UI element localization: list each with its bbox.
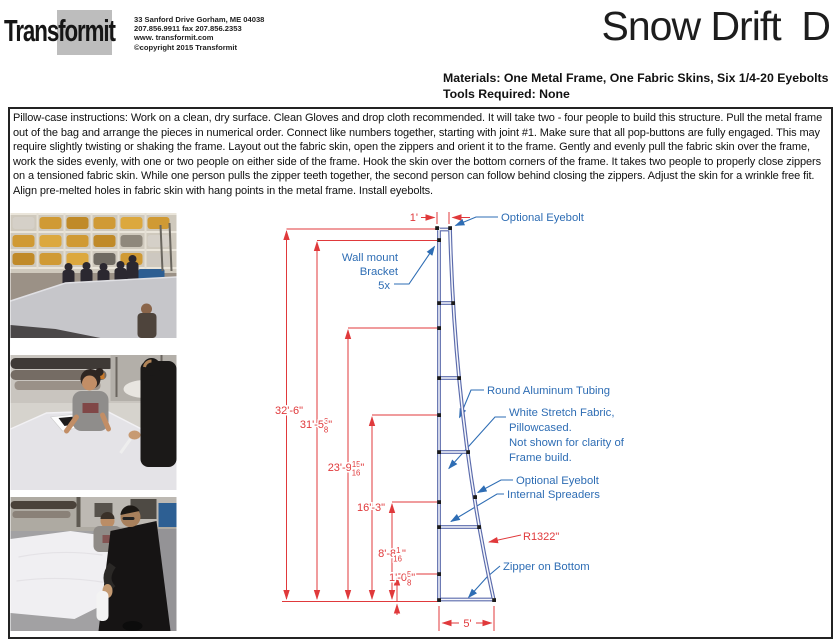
label-fabric-2: Pillowcased. xyxy=(509,422,572,434)
label-radius: R1322" xyxy=(523,531,560,543)
company-logo: Transformit xyxy=(4,13,115,48)
label-zipper: Zipper on Bottom xyxy=(503,561,590,573)
label-internal-spreaders: Internal Spreaders xyxy=(507,489,600,501)
dim-bottom-width: 5' xyxy=(463,618,472,630)
label-wall-mount-3: 5x xyxy=(378,280,390,292)
dim-bracket-4: $23'-9^{15}$ 16" xyxy=(327,460,365,478)
assembly-instructions-text: Pillow-case instructions: Work on a clean, dry surface. Clean Gloves and drop cloth recommended. It will take two - four people to build this structure. Pull the metal frame out of the bag and arrange the pieces in numerical order. Connect like numbers together, starting with joint #1. Make sure that all pop-buttons are fully engaged. This may require slightly twisting or shaking the frame. Layout out the fabric skin, open the zippers and orient it to the frame. Gently and evenly pull the fabric skin over the frame, work the sides evenly, with one or two people on either side of the frame. Hook the skin over the bottom corners of the frame. It takes two people to properly close zippers on a tensioned fabric skin. While one person pulls the zipper teeth together, the second person can follow behind closing the zippers. Adjust the skin for a wrinkle free fit. Align pre-melted holes in fabric skin with hang points in the metal frame. Install eyebolts. xyxy=(13,112,823,197)
aluminum-frame xyxy=(437,228,494,601)
address-line: 33 Sanford Drive Gorham, ME 04038 xyxy=(134,15,265,24)
page-title: Snow Drift D xyxy=(601,3,830,49)
company-address-block xyxy=(134,15,264,52)
phone-line: 207.856.9911 fax 207.856.2353 xyxy=(134,24,242,34)
photo-skin-adjustment xyxy=(10,497,177,631)
label-round-tubing: Round Aluminum Tubing xyxy=(487,385,611,397)
photo-warehouse-fabric-layout xyxy=(10,213,177,338)
label-wall-mount-1: Wall mount xyxy=(341,252,398,264)
materials-tools-block xyxy=(443,71,828,102)
dim-bracket-5: $31'-5^3$ 8" xyxy=(299,417,333,435)
photo-zipper-closing xyxy=(10,355,177,490)
frame-dimension-diagram xyxy=(265,205,660,642)
website-line: www. transformit.com xyxy=(134,33,214,43)
label-wall-mount-2: Bracket xyxy=(359,266,398,278)
worker-foreground xyxy=(138,313,157,338)
label-fabric-1: White Stretch Fabric, xyxy=(509,407,615,419)
dim-total-height: 32'-6" xyxy=(274,405,304,417)
joint-dots xyxy=(435,226,496,602)
label-optional-eyebolt-mid: Optional Eyebolt xyxy=(516,475,599,487)
dim-top-width: 1' xyxy=(409,212,418,224)
dim-bracket-1: $1'-0^5$ 8" xyxy=(389,570,416,588)
materials-line: Materials: One Metal Frame, One Fabric Skins, Six 1/4-20 Eyebolts xyxy=(443,71,829,85)
label-fabric-3: Not shown for clarity of xyxy=(509,437,624,449)
label-optional-eyebolt-top: Optional Eyebolt xyxy=(501,212,584,224)
dim-bracket-3: 16'-3" xyxy=(356,502,386,514)
copyright-line: ©copyright 2015 Transformit xyxy=(134,42,238,52)
dim-bracket-2: $8'-8^1$ 16" xyxy=(378,546,406,564)
tools-line: Tools Required: None xyxy=(443,86,570,101)
label-fabric-4: Frame build. xyxy=(509,452,572,464)
